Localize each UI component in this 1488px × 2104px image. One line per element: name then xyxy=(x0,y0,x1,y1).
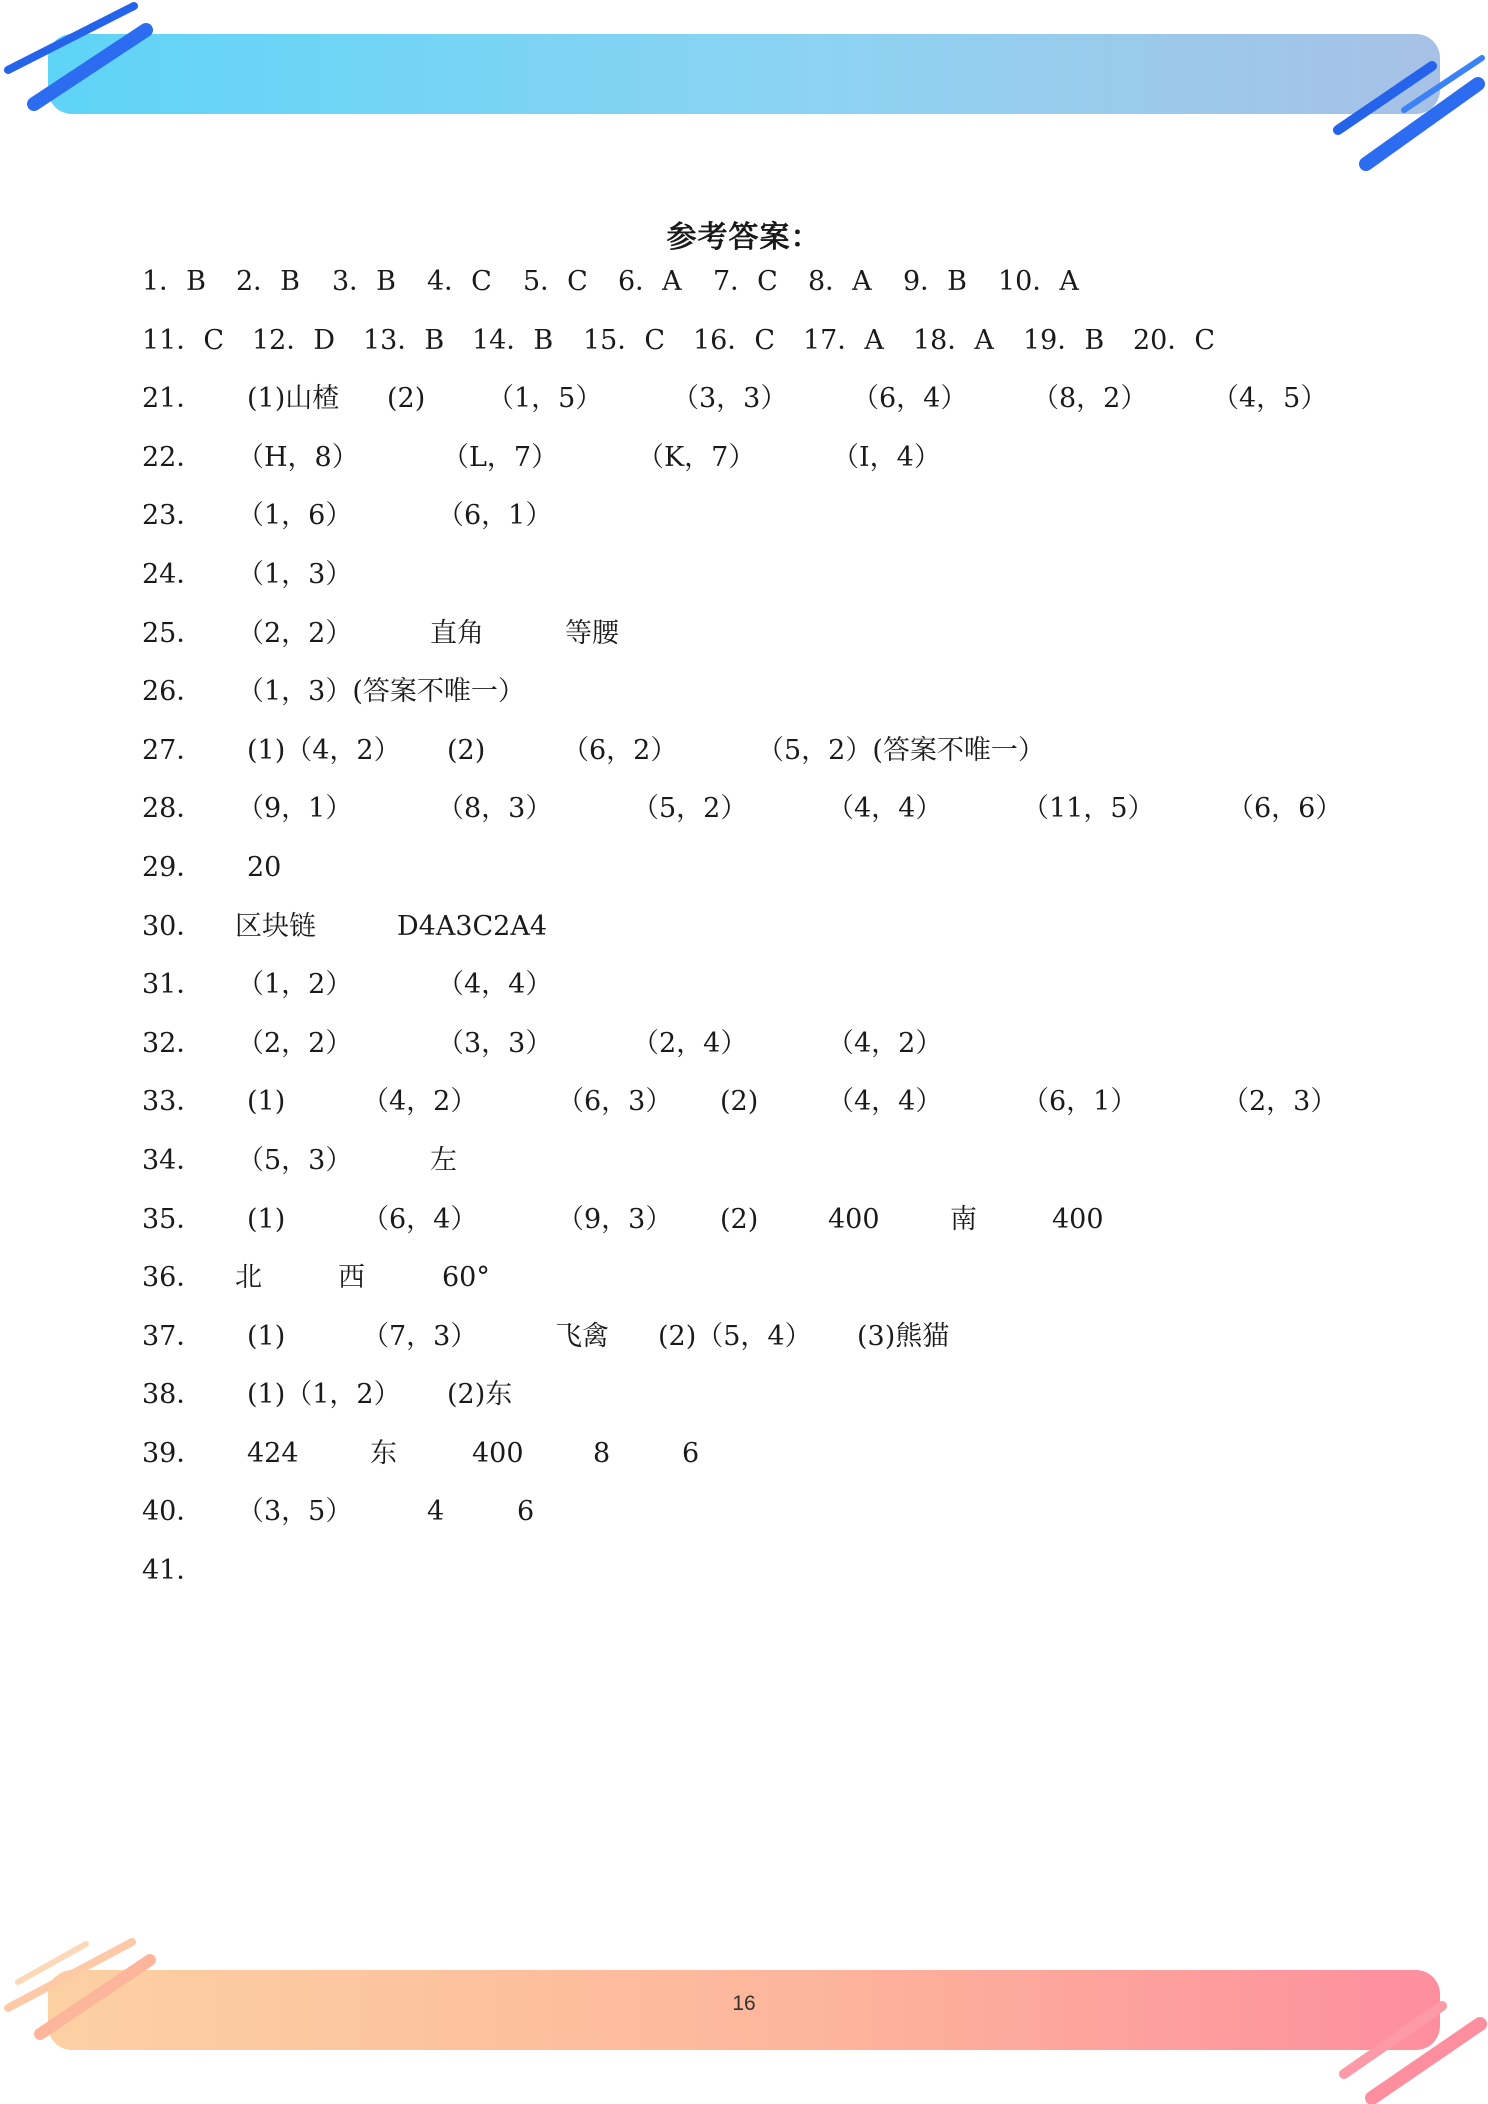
answer-value: 左 xyxy=(430,1144,457,1176)
question-number: 31． xyxy=(142,969,204,1001)
page-title: 参考答案： xyxy=(666,220,822,255)
mc-answer: 5．C xyxy=(523,266,588,297)
answer-value: (1) xyxy=(247,1086,286,1118)
answer-value: 20 xyxy=(247,851,282,883)
answer-value: 飞禽 xyxy=(555,1320,609,1352)
answer-value: 等腰 xyxy=(565,617,619,649)
answer-value: (2) xyxy=(720,1086,759,1118)
question-number: 35． xyxy=(142,1203,204,1235)
answer-row xyxy=(142,551,1442,610)
answer-value: （6，1） xyxy=(1022,1086,1138,1118)
answer-value: （3，5） xyxy=(237,1496,353,1528)
answer-value: （L，7） xyxy=(442,441,559,473)
mc-answer: 4．C xyxy=(427,266,492,297)
answer-list xyxy=(142,258,1442,1606)
question-number: 41． xyxy=(142,1555,204,1587)
mc-answer: 2．B xyxy=(236,266,301,297)
answer-row xyxy=(142,1371,1442,1430)
mc-answer: 15．C xyxy=(583,324,666,356)
answer-row xyxy=(142,903,1442,962)
answer-row xyxy=(142,610,1442,669)
answer-value: （9，3） xyxy=(557,1203,673,1235)
answer-value: 6 xyxy=(682,1437,700,1469)
answer-value: （4，2） xyxy=(362,1086,478,1118)
question-number: 23． xyxy=(142,500,204,532)
answer-value: (3)熊猫 xyxy=(857,1320,950,1352)
mc-answer-row xyxy=(142,258,1442,317)
answer-value: （1，3） xyxy=(237,558,353,590)
answer-row xyxy=(142,961,1442,1020)
answer-row xyxy=(142,434,1442,493)
question-number: 29． xyxy=(142,851,204,883)
answer-value: （1，6） xyxy=(237,500,353,532)
answer-value: （6，2） xyxy=(562,734,678,766)
answer-value: （H，8） xyxy=(237,441,359,473)
answer-row xyxy=(142,492,1442,551)
mc-answer: 10．A xyxy=(998,266,1079,297)
answer-value: （2，2） xyxy=(237,617,353,649)
answer-row xyxy=(142,1313,1442,1372)
answer-value: 直角 xyxy=(430,617,484,649)
answer-value: （9，1） xyxy=(237,793,353,825)
bottom-left-stripes xyxy=(8,1942,150,2034)
mc-answer: 18．A xyxy=(913,324,994,356)
answer-value: (1)（1，2） xyxy=(247,1379,401,1411)
answer-row xyxy=(142,1078,1442,1137)
answer-value: （4，4） xyxy=(827,793,943,825)
answer-value: （8，3） xyxy=(437,793,553,825)
answer-row xyxy=(142,1488,1442,1547)
answer-value: （7，3） xyxy=(362,1320,478,1352)
question-number: 21． xyxy=(142,383,204,415)
answer-value: (2) xyxy=(720,1203,759,1235)
answer-value: （5，2）(答案不唯一） xyxy=(757,734,1045,766)
question-number: 28． xyxy=(142,793,204,825)
answer-value: （4，4） xyxy=(827,1086,943,1118)
answer-value: （1，3）(答案不唯一） xyxy=(237,676,525,708)
answer-row xyxy=(142,668,1442,727)
question-number: 22． xyxy=(142,441,204,473)
answer-value: (1)山楂 xyxy=(247,383,340,415)
mc-answer: 12．D xyxy=(252,324,336,356)
mc-answer: 16．C xyxy=(693,324,776,356)
answer-value: (2)东 xyxy=(447,1379,513,1411)
answer-row xyxy=(142,1020,1442,1079)
mc-answer: 19．B xyxy=(1023,324,1105,356)
answer-value: （6，6） xyxy=(1227,793,1343,825)
answer-row xyxy=(142,1254,1442,1313)
question-number: 33． xyxy=(142,1086,204,1118)
answer-value: （6，1） xyxy=(437,500,553,532)
answer-value: 北 xyxy=(235,1262,262,1294)
question-number: 36． xyxy=(142,1262,204,1294)
answer-value: 424 xyxy=(247,1437,299,1469)
answer-value: （3，3） xyxy=(672,383,788,415)
question-number: 40． xyxy=(142,1496,204,1528)
mc-answer: 9．B xyxy=(903,266,968,297)
answer-value: D4A3C2A4 xyxy=(397,910,548,942)
answer-row xyxy=(142,1547,1442,1606)
stripe-line xyxy=(1372,2024,1480,2098)
answer-value: 东 xyxy=(370,1437,397,1469)
question-number: 37． xyxy=(142,1320,204,1352)
answer-value: (2)（5，4） xyxy=(658,1320,812,1352)
answer-value: 8 xyxy=(593,1437,611,1469)
answer-value: （6，4） xyxy=(362,1203,478,1235)
answer-value: （5，2） xyxy=(632,793,748,825)
answer-value: （11，5） xyxy=(1022,793,1155,825)
mc-answer: 7．C xyxy=(713,266,778,297)
answer-value: （4，5） xyxy=(1212,383,1328,415)
mc-answer: 14．B xyxy=(472,324,554,356)
answer-value: (1)（4，2） xyxy=(247,734,401,766)
answer-value: (2) xyxy=(387,383,426,415)
answer-row xyxy=(142,844,1442,903)
question-number: 25． xyxy=(142,617,204,649)
mc-answer: 8．A xyxy=(808,266,872,297)
mc-answer: 17．A xyxy=(803,324,884,356)
answer-value: 区块链 xyxy=(235,910,316,942)
answer-row xyxy=(142,375,1442,434)
question-number: 32． xyxy=(142,1027,204,1059)
answer-value: （2，4） xyxy=(632,1027,748,1059)
answer-row xyxy=(142,1430,1442,1489)
mc-answer-row xyxy=(142,317,1442,376)
answer-row xyxy=(142,1137,1442,1196)
answer-value: 400 xyxy=(472,1437,524,1469)
answer-value: 400 xyxy=(828,1203,880,1235)
mc-answer: 13．B xyxy=(363,324,445,356)
answer-value: 400 xyxy=(1052,1203,1104,1235)
answer-value: 南 xyxy=(950,1203,977,1235)
mc-answer: 6．A xyxy=(618,266,682,297)
answer-value: 4 xyxy=(427,1496,445,1528)
answer-row xyxy=(142,1196,1442,1255)
answer-value: （1，2） xyxy=(237,969,353,1001)
answer-value: （8，2） xyxy=(1032,383,1148,415)
question-number: 26． xyxy=(142,676,204,708)
question-number: 27． xyxy=(142,734,204,766)
answer-row xyxy=(142,785,1442,844)
answer-value: （K，7） xyxy=(637,441,756,473)
answer-value: 60° xyxy=(442,1262,490,1294)
question-number: 30． xyxy=(142,910,204,942)
answer-value: （I，4） xyxy=(832,441,941,473)
answer-value: 西 xyxy=(338,1262,365,1294)
answer-value: （2，2） xyxy=(237,1027,353,1059)
page-number: 16 xyxy=(732,1992,756,2015)
mc-answer: 11．C xyxy=(142,324,225,356)
answer-value: （3，3） xyxy=(437,1027,553,1059)
answer-value: (1) xyxy=(247,1320,286,1352)
answer-value: （4，2） xyxy=(827,1027,943,1059)
mc-answer: 1．B xyxy=(142,266,207,297)
answer-value: （5，3） xyxy=(237,1144,353,1176)
bottom-right-stripes xyxy=(1344,2006,1480,2098)
mc-answer: 3．B xyxy=(332,266,397,297)
answer-value: （4，4） xyxy=(437,969,553,1001)
answer-value: (2) xyxy=(447,734,486,766)
answer-value: (1) xyxy=(247,1203,286,1235)
question-number: 34． xyxy=(142,1144,204,1176)
answer-value: （6，4） xyxy=(852,383,968,415)
answer-value: （6，3） xyxy=(557,1086,673,1118)
question-number: 39． xyxy=(142,1437,204,1469)
mc-answer: 20．C xyxy=(1133,324,1216,356)
answer-row xyxy=(142,727,1442,786)
question-number: 24． xyxy=(142,558,204,590)
answer-value: （2，3） xyxy=(1222,1086,1338,1118)
answer-value: 6 xyxy=(517,1496,535,1528)
answer-value: （1，5） xyxy=(487,383,603,415)
question-number: 38． xyxy=(142,1379,204,1411)
